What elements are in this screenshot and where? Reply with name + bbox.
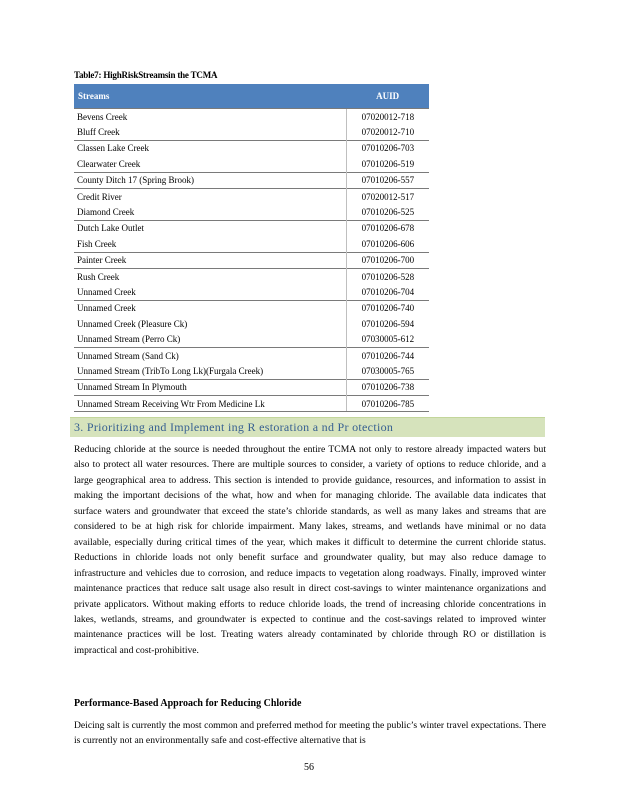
stream-name-cell: County Ditch 17 (Spring Brook) (74, 172, 346, 188)
auid-cell: 07010206-557 (346, 172, 429, 188)
table-header-row (74, 84, 429, 109)
auid-cell: 07010206-594 (346, 316, 429, 331)
subheading: Performance-Based Approach for Reducing Chloride (74, 698, 302, 709)
auid-cell: 07010206-785 (346, 396, 429, 412)
table-row (74, 172, 429, 188)
table-row (74, 347, 429, 363)
stream-name-cell: Rush Creek (74, 268, 346, 284)
auid-cell: 07010206-700 (346, 252, 429, 268)
stream-name-cell: Unnamed Stream Receiving Wtr From Medicine Lk (74, 396, 346, 412)
auid-cell: 07010206-703 (346, 140, 429, 156)
table-caption: Table7: HighRiskStreamsin the TCMA (74, 70, 218, 80)
stream-name-cell: Painter Creek (74, 252, 346, 268)
stream-name-cell: Diamond Creek (77, 207, 135, 218)
auid-cell: 07010206-606 (346, 236, 429, 252)
stream-name-cell: Unnamed Stream (Sand Ck) (74, 347, 346, 363)
stream-name-cell: Unnamed Stream In Plymouth (74, 379, 346, 395)
stream-name-cell: Clearwater Creek (77, 158, 141, 169)
body-paragraph-1: Reducing chloride at the source is needed throughout the entire TCMA not only to restore already impacted waters but also to protect all water resources. There are multiple sources to consider, a variety of options to reduce chloride, and a large geographical area to address. This section is intended to provide guidance, resources, and information to assist in making the important decisions of the what, how and when for managing chloride. The available data indicates that surface waters and groundwater that exceed the state’s chloride standards, as well as many lakes and streams that are considered to be at high risk for chloride impairment. Many lakes, streams, and wetlands have minimal or no data available, especially during critical times of the year, which makes it difficult to determine the current chloride status. Reductions in chloride loads not only benefit surface and groundwater quality, but may also reduce damage to infrastructure and vehicles due to corrosion, and reduce impacts to vegetation along roadways. Finally, improved winter maintenance practices that reduce salt usage also result in direct cost-savings to winter maintenance organizations and private applicators. Without making efforts to reduce chloride loads, the trend of increasing chloride concentrations in lakes, wetlands, streams, and groundwater is expected to continue and the cost-savings related to improved winter maintenance practices will be lost. Treating waters already contaminated by chloride through RO or distillation is impractical and cost-prohibitive. (74, 444, 546, 656)
table-row (74, 331, 429, 347)
table-row (74, 252, 429, 268)
table-row (74, 316, 429, 331)
stream-name-cell: Bluff Creek (77, 127, 120, 138)
stream-name-cell: Dutch Lake Outlet (74, 220, 346, 236)
table-row (74, 140, 429, 156)
section-heading: 3. Prioritizing and Implement ing R estoration a nd Pr otection (74, 420, 394, 434)
table-row (74, 124, 429, 140)
stream-name-cell: Unnamed Stream (TribTo Long Lk)(Furgala Creek) (77, 365, 264, 376)
table-row (74, 284, 429, 300)
table-row (74, 156, 429, 172)
auid-cell: 07010206-738 (346, 379, 429, 395)
page-number: 56 (304, 762, 314, 773)
high-risk-streams-table (74, 84, 429, 412)
table-row (74, 220, 429, 236)
auid-cell: 07010206-678 (346, 220, 429, 236)
table-row (74, 188, 429, 204)
auid-cell: 07010206-528 (346, 268, 429, 284)
column-header-auid: AUID (346, 84, 429, 109)
auid-cell: 07020012-517 (346, 188, 429, 204)
auid-cell: 07010206-704 (346, 284, 429, 300)
table-row (74, 236, 429, 252)
body-paragraph-2: Deicing salt is currently the most common and preferred method for meeting the public’s winter travel expectations. There is currently not an environmentally safe and cost-effective alternative that is (74, 720, 546, 747)
stream-name-cell: Credit River (74, 188, 346, 204)
stream-name-cell: Unnamed Creek (Pleasure Ck) (77, 318, 188, 329)
auid-cell: 07030005-612 (346, 331, 429, 347)
auid-cell: 07010206-519 (346, 156, 429, 172)
table-row (74, 300, 429, 316)
stream-name-cell: Unnamed Creek (74, 300, 346, 316)
auid-cell: 07030005-765 (346, 363, 429, 379)
auid-cell: 07010206-525 (346, 204, 429, 220)
table-row (74, 379, 429, 395)
table-row (74, 268, 429, 284)
table-row (74, 363, 429, 379)
auid-cell: 07010206-740 (346, 300, 429, 316)
stream-name-cell: Unnamed Creek (77, 286, 136, 297)
table-row (74, 109, 429, 125)
auid-cell: 07020012-718 (346, 109, 429, 125)
table-row (74, 204, 429, 220)
stream-name-cell: Bevens Creek (74, 109, 346, 125)
section-heading-bar (70, 417, 545, 437)
table-row (74, 396, 429, 412)
column-header-streams: Streams (74, 84, 346, 109)
auid-cell: 07020012-710 (346, 124, 429, 140)
stream-name-cell: Fish Creek (77, 238, 117, 249)
stream-name-cell: Unnamed Stream (Perro Ck) (77, 334, 181, 345)
stream-name-cell: Classen Lake Creek (74, 140, 346, 156)
auid-cell: 07010206-744 (346, 347, 429, 363)
